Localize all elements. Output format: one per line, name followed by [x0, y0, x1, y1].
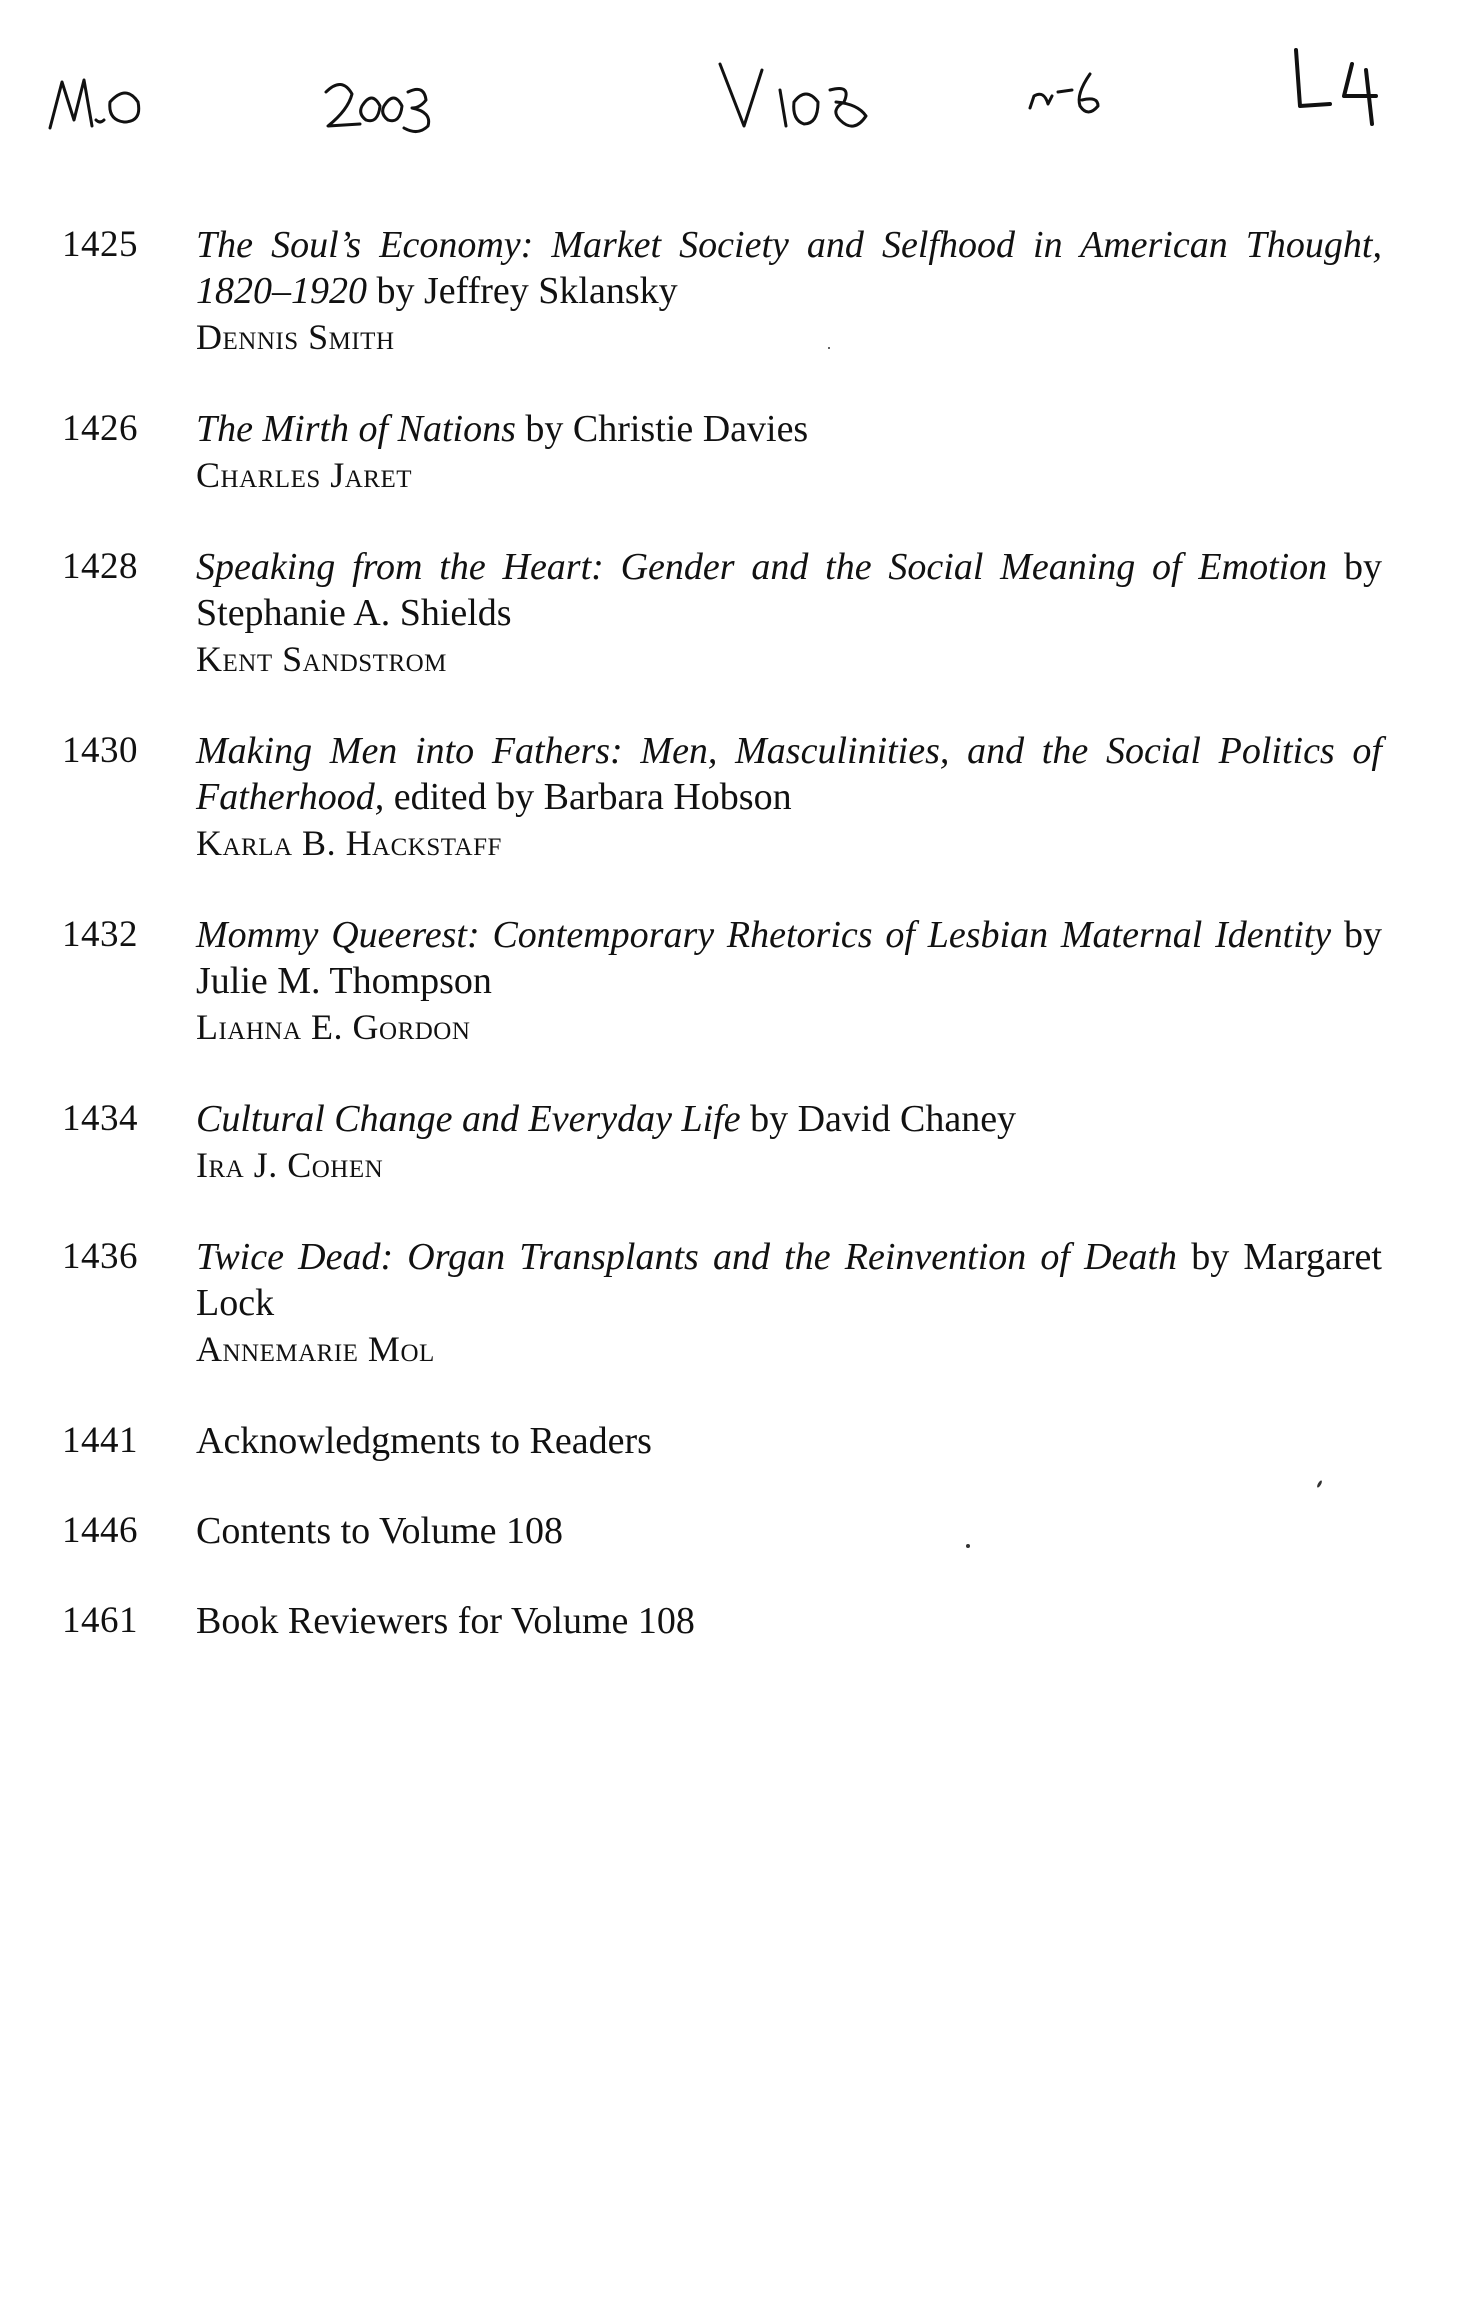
title-line: [196, 1096, 1382, 1142]
book-title: Cultural Change and Everyday Life: [196, 1098, 741, 1140]
page-number: 1428: [62, 546, 138, 587]
byline: by Stephanie A. Shields: [196, 546, 1382, 634]
contents-entry: [62, 1234, 1382, 1372]
title-line: [196, 222, 1382, 314]
byline: by Margaret Lock: [196, 1236, 1382, 1324]
contents-entry: [62, 222, 1382, 360]
title-line: [196, 912, 1382, 1004]
scan-speck: [828, 347, 830, 349]
handwritten-annotation: [40, 40, 1420, 160]
entry-label: Acknowledgments to Readers: [196, 1420, 652, 1462]
contents-entry: [62, 1096, 1382, 1188]
contents-entry: [62, 406, 1382, 498]
byline: by David Chaney: [740, 1098, 1017, 1140]
page-number: 1430: [62, 730, 138, 771]
contents-list: [62, 222, 1382, 1688]
page-number: 1434: [62, 1098, 138, 1139]
reviewer-name: Charles Jaret: [196, 455, 413, 495]
page-number: 1436: [62, 1236, 138, 1277]
contents-entry-simple: [62, 1418, 1382, 1464]
page-number: 1426: [62, 408, 138, 449]
book-title: The Soul’s Economy: Market Society and Selfhood in American Thought, 1820–1920: [196, 224, 1382, 312]
book-title: Making Men into Fathers: Men, Masculinities, and the Social Politics of Fatherhood,: [196, 730, 1382, 818]
contents-entry-simple: [62, 1598, 1382, 1644]
handwriting-mark: [1296, 50, 1376, 124]
reviewer-name: Dennis Smith: [196, 317, 395, 357]
reviewer-name: Liahna E. Gordon: [196, 1007, 471, 1047]
entry-label: Book Reviewers for Volume 108: [196, 1600, 695, 1642]
page-number: 1446: [62, 1510, 138, 1551]
reviewer-name: Karla B. Hackstaff: [196, 823, 502, 863]
byline: by Julie M. Thompson: [196, 914, 1382, 1002]
byline: edited by Barbara Hobson: [384, 776, 792, 818]
byline: by Christie Davies: [515, 408, 809, 450]
title-line: [196, 406, 1382, 452]
title-line: [196, 728, 1382, 820]
byline: by Jeffrey Sklansky: [367, 270, 678, 312]
contents-entry: [62, 912, 1382, 1050]
entry-body: [196, 222, 1382, 360]
handwriting-mark: [720, 64, 866, 126]
entry-body: [196, 1096, 1382, 1188]
entry-body: [196, 544, 1382, 682]
entry-label: Contents to Volume 108: [196, 1510, 564, 1552]
handwriting-drawing: [40, 40, 1420, 160]
entry-body: [196, 912, 1382, 1050]
contents-entry: [62, 728, 1382, 866]
contents-entry: [62, 544, 1382, 682]
page-number: 1432: [62, 914, 138, 955]
page-number: 1441: [62, 1420, 138, 1461]
entry-body: [196, 1234, 1382, 1372]
handwriting-mark: [1030, 74, 1098, 112]
entry-body: [196, 728, 1382, 866]
entry-body: [196, 406, 1382, 498]
page-number: 1461: [62, 1600, 138, 1641]
page-number: 1425: [62, 224, 138, 265]
book-title: Speaking from the Heart: Gender and the Social Meaning of Emotion: [196, 546, 1328, 588]
book-title: Twice Dead: Organ Transplants and the Reinvention of Death: [196, 1236, 1178, 1278]
handwriting-mark: [326, 84, 429, 131]
reviewer-name: Kent Sandstrom: [196, 639, 447, 679]
book-title: Mommy Queerest: Contemporary Rhetorics of Lesbian Maternal Identity: [196, 914, 1332, 956]
title-line: [196, 1234, 1382, 1326]
reviewer-name: Annemarie Mol: [196, 1329, 435, 1369]
title-line: [196, 544, 1382, 636]
handwriting-mark: [50, 80, 139, 128]
reviewer-name: Ira J. Cohen: [196, 1145, 384, 1185]
book-title: The Mirth of Nations: [196, 408, 516, 450]
contents-entry-simple: [62, 1508, 1382, 1554]
scan-speck: [966, 1544, 970, 1548]
